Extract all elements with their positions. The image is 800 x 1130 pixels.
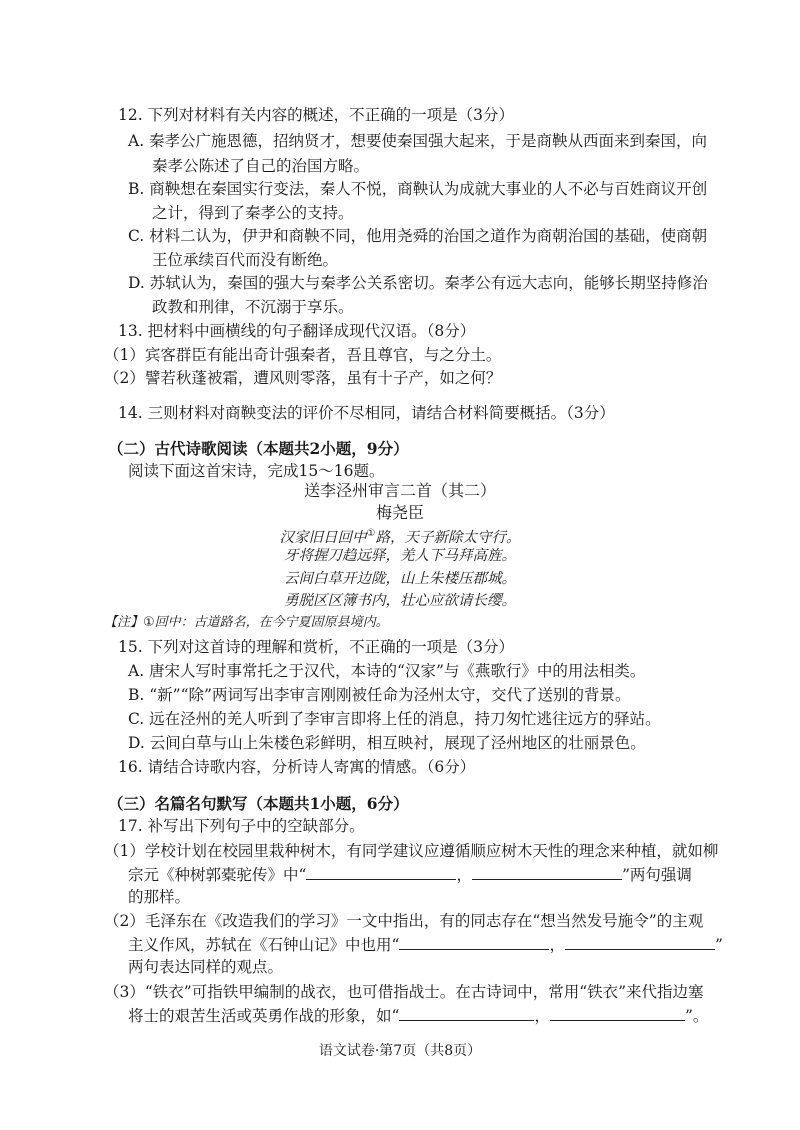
q15-option-a: A. 唐宋人写时事常托之于汉代，本诗的“汉家”与《燕歌行》中的用法相类。	[128, 662, 646, 680]
section-2-heading: （二）古代诗歌阅读（本题共2小题，9分）	[108, 439, 409, 458]
poem-author: 梅尧臣	[375, 503, 424, 522]
q12-stem: 12. 下列对材料有关内容的概述，不正确的一项是（3分）	[118, 106, 514, 124]
answer-blank[interactable]	[472, 863, 622, 880]
poem-annotation: 【注】①回中：古道路名，在今宁夏固原县境内。	[104, 615, 389, 630]
q17-part1-text: 宗元《种树郭橐驼传》中“	[128, 866, 307, 884]
q13-stem: 13. 把材料中画横线的句子翻译成现代汉语。（8分）	[118, 322, 476, 340]
q12-option-b-line2: 之计，得到了秦孝公的支持。	[152, 204, 354, 222]
poem-line-3: 云间白草开边陇，山上朱楼压郡城。	[284, 571, 516, 587]
q12-option-d-line1: D. 苏轼认为，秦国的强大与秦孝公关系密切。秦孝公有远大志向，能够长期坚持修治	[128, 274, 708, 292]
q14-stem: 14. 三则材料对商鞅变法的评价不尽相同，请结合材料简要概括。（3分）	[118, 404, 615, 422]
q16-stem: 16. 请结合诗歌内容，分析诗人寄寓的情感。（6分）	[118, 758, 476, 776]
q13-sentence-1: （1）宾客群臣有能出奇计强秦者，吾且尊官，与之分土。	[104, 346, 502, 364]
section-2-intro: 阅读下面这首宋诗，完成15～16题。	[128, 462, 385, 480]
answer-blank[interactable]	[399, 1004, 534, 1021]
q12-option-d-line2: 政教和刑律，不沉溺于享乐。	[152, 298, 354, 316]
q15-option-c: C. 远在泾州的羌人听到了李审言即将上任的消息，持刀匆忙逃往远方的驿站。	[128, 710, 661, 728]
q12-option-a-line1: A. 秦孝公广施恩德，招纳贤才，想要使秦国强大起来，于是商鞅从西面来到秦国，向	[128, 132, 708, 150]
q17-part2-line1: （2）毛泽东在《改造我们的学习》一文中指出，有的同志存在“想当然发号施令”的主观	[104, 912, 704, 930]
poem-line-1-part-2: 路，天子新除太守行。	[375, 529, 521, 546]
q17-part1-separator: ，	[456, 866, 472, 884]
q12-option-b-line1: B. 商鞅想在秦国实行变法，秦人不悦，商鞅认为成就大事业的人不必与百姓商议开创	[128, 180, 708, 198]
poem-line-1-part-1: 汉家旧日回中	[279, 529, 367, 546]
answer-blank[interactable]	[565, 933, 715, 950]
q17-part3-text: 将士的艰苦生活或英勇作战的形象，如“	[128, 1007, 400, 1025]
poem-title: 送李泾州审言二首（其二）	[303, 481, 496, 500]
q17-part3-line2	[128, 1004, 708, 1027]
answer-blank[interactable]	[306, 863, 456, 880]
q17-part2-text-end: ”	[714, 936, 723, 954]
q17-stem: 17. 补写出下列句子中的空缺部分。	[118, 817, 365, 835]
q17-part2-text: 主义作风，苏轼在《石钟山记》中也用“	[128, 936, 400, 954]
q15-option-b: B. “新”“除”两词写出李审言刚刚被任命为泾州太守，交代了送别的背景。	[128, 686, 631, 704]
page-footer: 语文试卷·第7页（共8页）	[318, 1043, 482, 1059]
q17-part3-line1: （3）“铁衣”可指铁甲编制的战衣，也可借指战士。在古诗词中，常用“铁衣”来代指边塞	[104, 983, 704, 1001]
section-3-heading: （三）名篇名句默写（本题共1小题，6分）	[108, 794, 409, 813]
q17-part3-text-end: ”。	[684, 1007, 709, 1025]
note-marker: ①	[366, 528, 376, 539]
q13-sentence-2: （2）譬若秋蓬被霜，遭风则零落，虽有十子产，如之何？	[104, 369, 502, 387]
q17-part1-line2	[128, 863, 692, 886]
q17-part2-line3: 两句表达同样的观点。	[128, 958, 284, 976]
q12-option-a-line2: 秦孝公陈述了自己的治国方略。	[152, 157, 370, 175]
q12-option-c-line1: C. 材料二认为，伊尹和商鞅不同，他用尧舜的治国之道作为商朝治国的基础，使商朝	[128, 227, 708, 245]
q17-part3-separator: ，	[534, 1007, 550, 1025]
answer-blank[interactable]	[399, 933, 549, 950]
q17-part2-line2	[128, 933, 723, 956]
q12-option-c-line2: 王位承续百代而没有断绝。	[152, 251, 339, 269]
q15-stem: 15. 下列对这首诗的理解和赏析，不正确的一项是（3分）	[118, 638, 514, 656]
poem-line-4: 勇脱区区簿书内，壮心应欲请长缨。	[284, 593, 516, 609]
q17-part1-line3: 的那样。	[128, 888, 191, 906]
q17-part1-text-end: ”两句强调	[621, 866, 692, 884]
poem-line-2: 牙将握刀趋远驿，羌人下马拜高旌。	[284, 548, 516, 564]
q17-part2-separator: ，	[549, 936, 565, 954]
q15-option-d: D. 云间白草与山上朱楼色彩鲜明，相互映衬，展现了泾州地区的壮丽景色。	[128, 734, 646, 752]
q17-part1-line1: （1）学校计划在校园里栽种树木，有同学建议应遵循顺应树木天性的理念来种植，就如柳	[104, 842, 719, 860]
answer-blank[interactable]	[550, 1004, 685, 1021]
